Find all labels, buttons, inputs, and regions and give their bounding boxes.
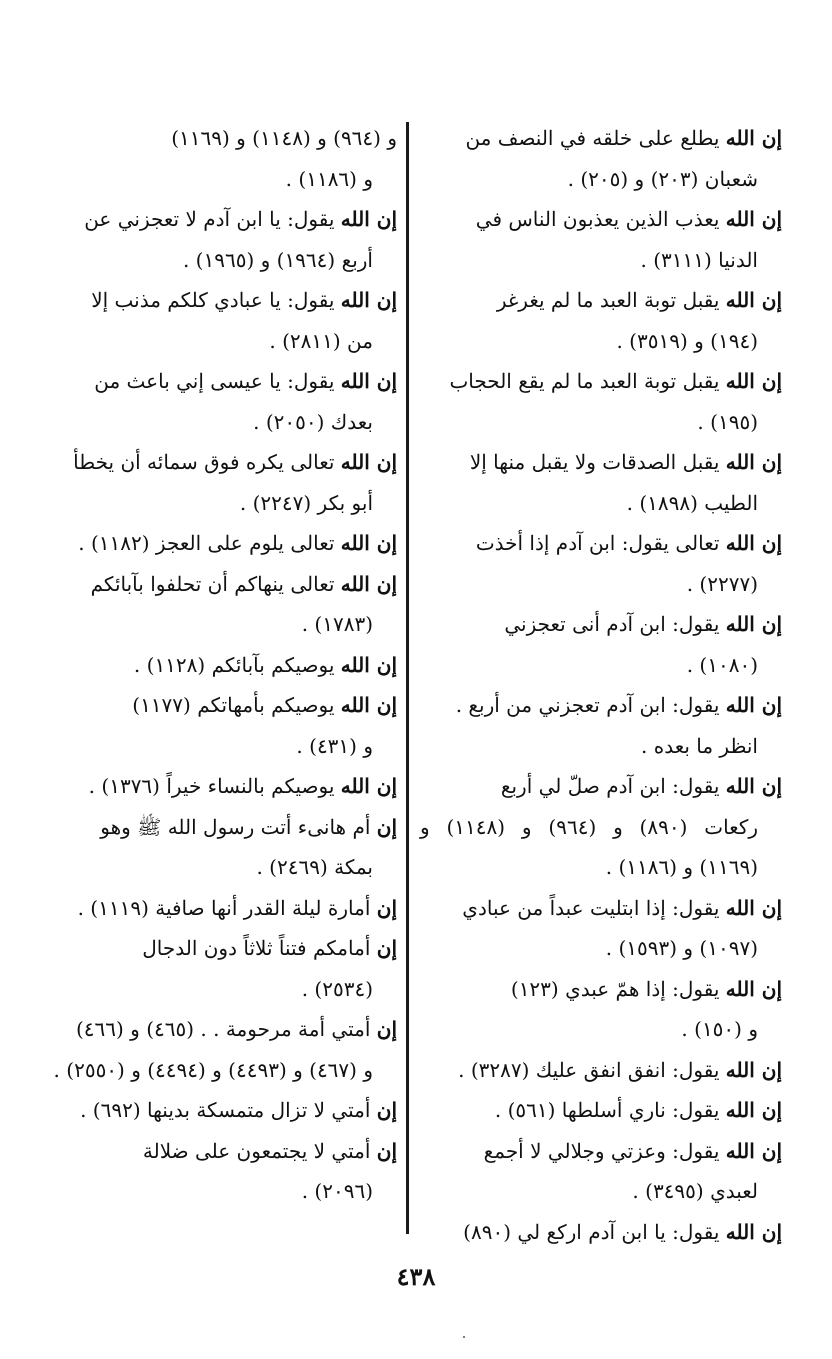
column-divider [406, 122, 409, 1234]
entry-continuation: شعبان (٢٠٣) و (٢٠٥) . [567, 166, 758, 191]
entry-continuation: و (١١٨٦) . [285, 166, 373, 191]
entry-text: تعالى يلوم على العجز (١١٨٢) . [78, 531, 341, 555]
entry-text: يقول: ابن آدم صلّ لي أربع [500, 774, 726, 798]
entry-continuation: (٢٥٣٤) . [301, 976, 373, 1001]
entry-text: يقول: ناري أسلطها (٥٦١) . [494, 1098, 726, 1122]
entry-lead: إن الله [725, 895, 782, 920]
entry-lead: إن الله [725, 1138, 782, 1163]
entry-text: تعالى يقول: ابن آدم إذا أخذت [475, 531, 726, 555]
entry-continuation: (١٠٨٠) . [686, 652, 758, 677]
page-number: ٤٣٨ [396, 1262, 436, 1291]
entry-lead: إن الله [340, 652, 397, 677]
entry-first-line [511, 977, 782, 1001]
entry-text: يقبل توبة العبد ما لم يغرغر [496, 288, 726, 312]
entry-first-line [91, 572, 397, 596]
index-entry [35, 280, 397, 361]
entry-first-line [143, 1139, 397, 1163]
entry-continuation: ركعات (٨٩٠) و (٩٦٤) و (١١٤٨) و (١١٦٩) و (١١٨٦) . [420, 814, 758, 879]
entry-text: يقول: يا عيسى إني باعث من [94, 369, 341, 393]
entry-first-line [76, 1017, 397, 1041]
entry-lead: إن الله [725, 207, 782, 231]
entry-first-line [458, 1058, 782, 1082]
entry-lead: إن الله [725, 1057, 782, 1082]
entry-text: يقول: إذا همّ عبدي (١٢٣) [510, 976, 726, 1001]
entry-text: يقول: انفق انفق عليك (٣٢٨٧) . [458, 1057, 726, 1082]
entry-first-line [132, 693, 397, 717]
index-entry [420, 199, 782, 280]
entry-lead: إن الله [725, 693, 782, 717]
entry-first-line [484, 1139, 782, 1163]
entry-lead: إن الله [725, 612, 782, 636]
entry-text: أم هانىء أتت رسول الله ﷺ وهو [100, 814, 377, 839]
entry-lead: إن الله [725, 288, 782, 312]
index-entry [420, 1050, 782, 1091]
entry-first-line [78, 531, 397, 555]
index-entry [35, 928, 397, 1009]
entry-continuation: (١٩٤) و (٣٥١٩) . [616, 328, 758, 353]
entry-first-line [462, 896, 782, 920]
entry-first-line [171, 126, 397, 150]
index-entry [35, 807, 397, 888]
entry-lead: إن الله [725, 774, 782, 798]
entry-text: يوصيكم بآبائكم (١١٢٨) . [133, 652, 341, 677]
entry-text: يقول: إذا ابتليت عبداً من عبادي [462, 895, 726, 920]
entry-continuation: (٢٢٧٧) . [686, 571, 758, 596]
entry-continuation: بمكة (٢٤٦٩) . [256, 855, 373, 879]
entry-text: يقول: وعزتي وجلالي لا أجمع [483, 1138, 726, 1163]
entry-lead: إن الله [340, 369, 397, 393]
entry-continuation: أبو بكر (٢٢٤٧) . [239, 490, 373, 515]
index-entry [35, 685, 397, 766]
index-entry [35, 766, 397, 807]
index-entry [420, 361, 782, 442]
entry-first-line [465, 126, 782, 150]
index-column-right [420, 118, 782, 1252]
index-entry [35, 564, 397, 645]
entry-first-line [142, 936, 397, 960]
entry-lead: إن الله [340, 207, 397, 231]
entry-lead: إن الله [725, 1219, 782, 1244]
entry-text: أمتي لا تزال متمسكة بدينها (٦٩٢) . [80, 1098, 377, 1122]
entry-lead: إن الله [725, 531, 782, 555]
entry-continuation: و (١٥٠) . [681, 1017, 758, 1041]
entry-text: يقول: ابن آدم أنى تعجزني [504, 612, 726, 636]
entry-first-line [80, 1098, 397, 1122]
entry-first-line [456, 693, 782, 717]
entry-lead: إن [376, 1098, 397, 1122]
entry-continuation: بعدك (٢٠٥٠) . [253, 409, 373, 434]
entry-first-line [134, 653, 397, 677]
entry-continuation: الدنيا (٣١١١) . [640, 247, 758, 272]
entry-continuation: لعبدي (٣٤٩٥) . [632, 1179, 758, 1203]
entry-text: أمتي لا يجتمعون على ضلالة [142, 1138, 377, 1163]
entry-continuation: و (٤٣١) . [296, 733, 373, 758]
index-entry [35, 118, 397, 199]
index-entry [35, 1009, 397, 1090]
entry-text: يقبل توبة العبد ما لم يقع الحجاب [449, 369, 726, 393]
entry-lead: إن الله [725, 1098, 782, 1122]
entry-text: أمتي أمة مرحومة . . (٤٦٥) و (٤٦٦) [75, 1017, 377, 1041]
entry-continuation: أربع (١٩٦٤) و (١٩٦٥) . [182, 247, 373, 272]
entry-first-line [470, 450, 782, 474]
index-column-left [35, 118, 397, 1212]
index-entry [35, 361, 397, 442]
entry-text: يوصيكم بالنساء خيراً (١٣٧٦) . [88, 774, 341, 798]
entry-lead: إن الله [725, 450, 782, 474]
index-entry [35, 645, 397, 686]
entry-continuation: انظر ما بعده . [641, 733, 758, 758]
entry-text: يقبل الصدقات ولا يقبل منها إلا [469, 450, 726, 474]
index-entry [35, 523, 397, 564]
entry-continuation: الطيب (١٨٩٨) . [626, 490, 758, 515]
entry-lead: إن الله [340, 774, 397, 798]
entry-text: يقول: يا ابن آدم اركع لي (٨٩٠) [463, 1219, 726, 1244]
index-entry [420, 1131, 782, 1212]
entry-continuation: (١٧٨٣) . [301, 612, 373, 636]
entry-first-line [449, 369, 782, 393]
entry-first-line [94, 369, 397, 393]
entry-first-line [73, 450, 397, 474]
index-entry [420, 969, 782, 1050]
index-entry [35, 199, 397, 280]
entry-text: يقول: ابن آدم تعجزني من أربع . [455, 693, 726, 717]
index-entry [35, 1131, 397, 1212]
entry-lead: إن الله [340, 531, 397, 555]
index-entry [420, 685, 782, 766]
index-entry [420, 1212, 782, 1253]
entry-lead: إن الله [340, 450, 397, 474]
index-entry [420, 604, 782, 685]
entry-text: أمامكم فتناً ثلاثاً دون الدجال [142, 936, 377, 960]
index-entry [420, 280, 782, 361]
entry-first-line [495, 1098, 782, 1122]
index-entry [420, 442, 782, 523]
entry-lead: إن [376, 1017, 397, 1041]
entry-lead: إن [376, 1138, 397, 1163]
entry-first-line [100, 815, 397, 839]
print-speck [463, 1336, 465, 1338]
entry-lead: إن الله [340, 288, 397, 312]
index-entry [35, 442, 397, 523]
entry-first-line [89, 774, 397, 798]
index-entry [35, 888, 397, 929]
entry-text: و (٩٦٤) و (١١٤٨) و (١١٦٩) [171, 126, 397, 150]
entry-text: أمارة ليلة القدر أنها صافية (١١١٩) . [77, 895, 377, 920]
entry-first-line [84, 207, 397, 231]
entry-lead: إن [376, 814, 397, 839]
index-entry [420, 766, 782, 888]
entry-text: يوصيكم بأمهاتكم (١١٧٧) [132, 693, 341, 717]
entry-text: تعالى ينهاكم أن تحلفوا بآبائكم [90, 571, 341, 596]
entry-text: يطلع على خلقه في النصف من [465, 126, 726, 150]
index-entry [420, 1090, 782, 1131]
index-entry [420, 888, 782, 969]
entry-text: يعذب الذين يعذبون الناس في [475, 207, 726, 231]
entry-text: يقول: يا عبادي كلكم مذنب إلا [91, 288, 341, 312]
entry-continuation: (٢٠٩٦) . [301, 1179, 373, 1203]
index-entry [420, 523, 782, 604]
entry-first-line [497, 288, 782, 312]
entry-lead: إن الله [725, 976, 782, 1001]
entry-lead: إن الله [340, 693, 397, 717]
entry-first-line [78, 896, 397, 920]
entry-first-line [463, 1220, 782, 1244]
entry-continuation: (١٠٩٧) و (١٥٩٣) . [605, 936, 758, 960]
entry-first-line [501, 774, 782, 798]
entry-lead: إن الله [725, 126, 782, 150]
entry-continuation: من (٢٨١١) . [269, 328, 373, 353]
index-entry [420, 118, 782, 199]
index-entry [35, 1090, 397, 1131]
entry-text: تعالى يكره فوق سمائه أن يخطأ [73, 450, 341, 474]
entry-first-line [91, 288, 397, 312]
entry-continuation: (١٩٥) . [697, 409, 758, 434]
entry-lead: إن الله [725, 369, 782, 393]
entry-first-line [504, 612, 782, 636]
entry-text: يقول: يا ابن آدم لا تعجزني عن [84, 207, 341, 231]
entry-lead: إن الله [340, 571, 397, 596]
entry-lead: إن [376, 936, 397, 960]
entry-first-line [476, 207, 782, 231]
entry-lead: إن [376, 895, 397, 920]
entry-continuation: و (٤٦٧) و (٤٤٩٣) و (٤٤٩٤) و (٢٥٥٠) . [53, 1057, 373, 1082]
entry-first-line [476, 531, 782, 555]
